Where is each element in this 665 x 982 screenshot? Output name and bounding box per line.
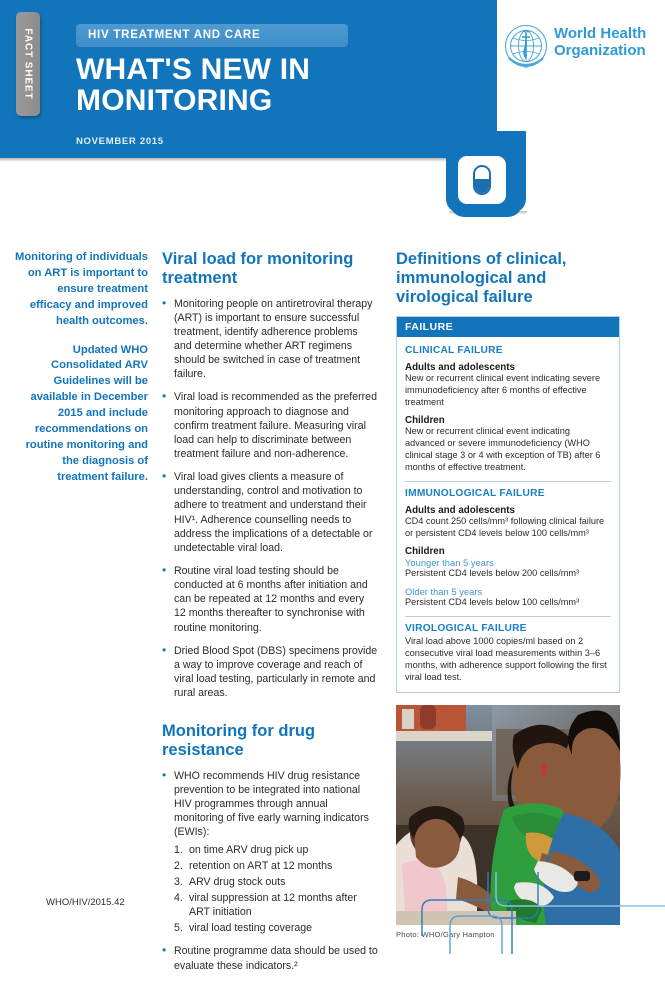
list-item-number: 5. <box>174 922 183 935</box>
photo-caption: Photo: WHO/Gary Hampton <box>396 929 495 939</box>
group-text: CD4 count 250 cells/mm³ following clinical failure or persistent CD4 levels below 100 cells/mm³ <box>405 516 605 539</box>
group-text: Persistent CD4 levels below 200 cells/mm³ <box>405 567 580 578</box>
group-sublabel: Younger than 5 years <box>405 556 494 568</box>
group-label: Children <box>405 415 445 427</box>
section-title-definitions: Definitions of clinical, immunological and virological failure <box>396 250 567 306</box>
table-row <box>405 616 611 684</box>
list-item: • Dried Blood Spot (DBS) specimens provide a way to improve coverage and reach of viral load testing, particularly in remote and rural areas. <box>162 644 378 701</box>
list-item-text: WHO recommends HIV drug resistance prevention to be integrated into national HIV programmes through annual monitoring of five early warning indicators (EWIs): <box>174 769 369 839</box>
row-group <box>405 415 611 474</box>
list-item <box>174 875 378 889</box>
kicker-label: HIV TREATMENT AND CARE <box>88 29 261 41</box>
header-shadow <box>0 158 497 162</box>
list-item: • Monitoring people on antiretroviral therapy (ART) is important to ensure successful treatment, identify adherence problems and determine whether ART regimens should be switched in case of treatment failure. <box>162 297 378 382</box>
who-wordmark-line1: World Health <box>554 25 647 42</box>
list-item-text: viral suppression at 12 months after ART initiation <box>189 891 357 919</box>
viral-load-bullet-list <box>162 297 378 701</box>
row-title-virological-failure: VIROLOGICAL FAILURE <box>405 622 527 634</box>
fact-sheet-tab-label: FACT SHEET <box>22 28 34 100</box>
sidebar-intro <box>14 250 148 486</box>
page-title-line1: WHAT'S NEW IN <box>76 53 311 86</box>
list-item <box>174 891 378 919</box>
decorative-corner-lines <box>432 884 665 940</box>
definitions-column <box>396 250 620 939</box>
fact-sheet-tab <box>16 12 40 116</box>
section-title-viral-load: Viral load for monitoring treatment <box>162 250 354 287</box>
list-item-text: ARV drug stock outs <box>189 875 286 888</box>
publication-date: NOVEMBER 2015 <box>76 136 164 147</box>
list-item <box>174 859 378 873</box>
row-title-immunological-failure: IMMUNOLOGICAL FAILURE <box>405 488 545 500</box>
list-item <box>174 921 378 935</box>
who-wordmark <box>554 26 646 60</box>
row-group <box>405 362 611 409</box>
main-column <box>162 250 378 982</box>
list-item <box>174 843 378 857</box>
group-sublabel: Older than 5 years <box>405 585 483 597</box>
capsule-pill-icon <box>470 164 494 196</box>
group-label: Adults and adolescents <box>405 505 515 517</box>
group-label: Children <box>405 545 445 557</box>
list-item: • Routine programme data should be used to evaluate these indicators.² <box>162 944 378 972</box>
list-item: • Viral load gives clients a measure of understanding, control and motivation to adhere to treatment and understand their HIV¹. Adherence counselling needs to address the implications of a detectable or undetectable viral load. <box>162 470 378 555</box>
failure-definitions-table <box>396 316 620 692</box>
section-title-drug-resistance: Monitoring for drug resistance <box>162 722 316 760</box>
group-text: New or recurrent clinical event indicating advanced or severe immunodeficiency (WHO clinical stage 3 or 4 with exception of TB) after 6 months of effective treatment. <box>405 426 601 473</box>
ewi-numbered-list <box>174 843 378 936</box>
page-title <box>76 54 436 116</box>
who-wordmark-line2: Organization <box>554 41 646 59</box>
document-number: WHO/HIV/2015.42 <box>46 897 125 908</box>
row-title-clinical-failure: CLINICAL FAILURE <box>405 345 503 357</box>
table-row <box>405 343 611 474</box>
group-text: Viral load above 1000 copies/ml based on 2 consecutive viral load measurements within 3–6 months, with adherence support following the first viral load test. <box>405 635 607 682</box>
sidebar-paragraph: Monitoring of individuals on ART is important to ensure treatment efficacy and improved health outcomes. <box>15 251 148 327</box>
list-item-text: on time ARV drug pick up <box>189 843 309 856</box>
row-group <box>405 546 611 609</box>
group-label: Adults and adolescents <box>405 362 515 374</box>
group-text: Persistent CD4 levels below 100 cells/mm³ <box>405 596 580 607</box>
group-text: New or recurrent clinical event indicating severe immunodeficiency after 6 months of effective treatment <box>405 373 601 408</box>
sidebar-paragraph: Updated WHO Consolidated ARV Guidelines will be available in December 2015 and include recommendations on routine monitoring and the diagnosis of treatment failure. <box>25 343 148 483</box>
table-header-failure: FAILURE <box>397 317 619 337</box>
list-item: • Routine viral load testing should be conducted at 6 months after initiation and can be repeated at 12 months and every 12 months thereafter to synchronise with routine monitoring. <box>162 564 378 635</box>
who-emblem-icon <box>504 24 548 68</box>
drug-resistance-bullet-list <box>162 769 378 973</box>
list-item-number: 4. <box>174 891 183 904</box>
list-item-number: 2. <box>174 859 183 872</box>
list-item: • Viral load is recommended as the preferred monitoring approach to diagnose and confirm treatment failure. Measuring viral load can help to discriminate between treatment failure and non-adherence. <box>162 390 378 461</box>
list-item-number: 3. <box>174 875 183 888</box>
who-logo <box>504 24 654 70</box>
page-title-line2: MONITORING <box>76 84 273 118</box>
table-row <box>405 481 611 609</box>
kicker-banner <box>76 24 348 47</box>
list-item-text: retention on ART at 12 months <box>189 859 333 872</box>
row-group <box>405 505 611 540</box>
list-item <box>162 769 378 936</box>
list-item-number: 1. <box>174 843 183 856</box>
table-body <box>397 337 619 691</box>
list-item-text: viral load testing coverage <box>189 922 313 935</box>
